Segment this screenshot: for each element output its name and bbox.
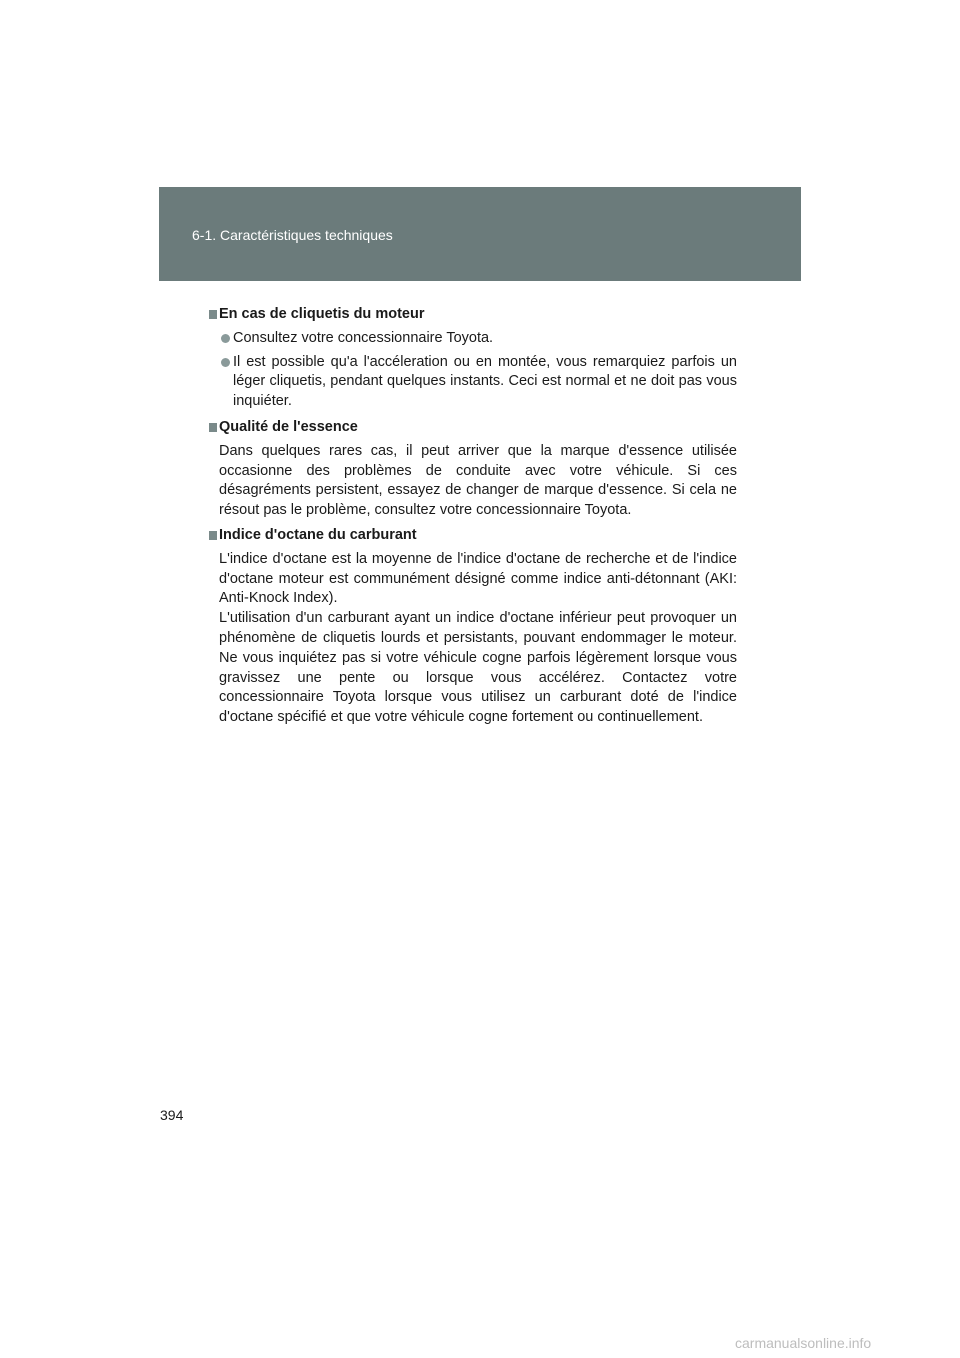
square-bullet-icon [209, 310, 217, 319]
list-item-text: Il est possible qu'a l'accéleration ou en montée, vous remarquiez parfois un léger cliquetis, pendant quelques instants. Ceci est normal et ne doit pas vous inquiéter. [233, 353, 737, 410]
heading-text: Qualité de l'essence [219, 418, 358, 435]
paragraph [209, 442, 737, 521]
paragraph [209, 550, 737, 728]
paragraph-text: L'indice d'octane est la moyenne de l'indice d'octane de recherche et de l'indice d'octane moteur est communément désigné comme indice anti-détonnant (AKI: Anti-Knock Index). [219, 550, 737, 607]
list-item [209, 353, 737, 412]
square-bullet-icon [209, 531, 217, 540]
watermark: carmanualsonline.info [735, 1335, 872, 1351]
chapter-header-band [159, 187, 801, 281]
heading-text: Indice d'octane du carburant [219, 526, 417, 543]
section-title: 6-1. Caractéristiques techniques [192, 227, 393, 243]
page-number: 394 [160, 1107, 184, 1123]
heading-engine-knocking [209, 305, 737, 325]
list-item-text: Consultez votre concessionnaire Toyota. [233, 329, 494, 346]
square-bullet-icon [209, 423, 217, 432]
heading-octane-rating [209, 526, 737, 546]
heading-fuel-quality [209, 418, 737, 438]
paragraph-text: L'utilisation d'un carburant ayant un indice d'octane inférieur peut provoquer un phénomène de cliquetis lourds et persistants, pouvant endommager le moteur. Ne vous inquiétez pas si votre véhicule cogne parfois légèrement lorsque vous gravissez une pente ou lorsque vous accélérez. Contactez votre concessionnaire Toyota lorsque vous utilisez un carburant doté de l'indice d'octane spécifié et que votre véhicule cogne fortement ou continuellement. [219, 610, 737, 726]
page-content [209, 305, 737, 733]
round-bullet-icon [221, 358, 230, 367]
heading-text: En cas de cliquetis du moteur [219, 306, 425, 322]
list-item [209, 329, 737, 349]
paragraph-text: Dans quelques rares cas, il peut arriver que la marque d'essence utilisée occasionne des problèmes de conduite avec votre véhicule. Si ces désagréments persistent, essayez de changer de marque d'essence. Si cela ne résout pas le problème, consultez votre concessionnaire Toyota. [219, 442, 737, 519]
round-bullet-icon [221, 334, 230, 343]
